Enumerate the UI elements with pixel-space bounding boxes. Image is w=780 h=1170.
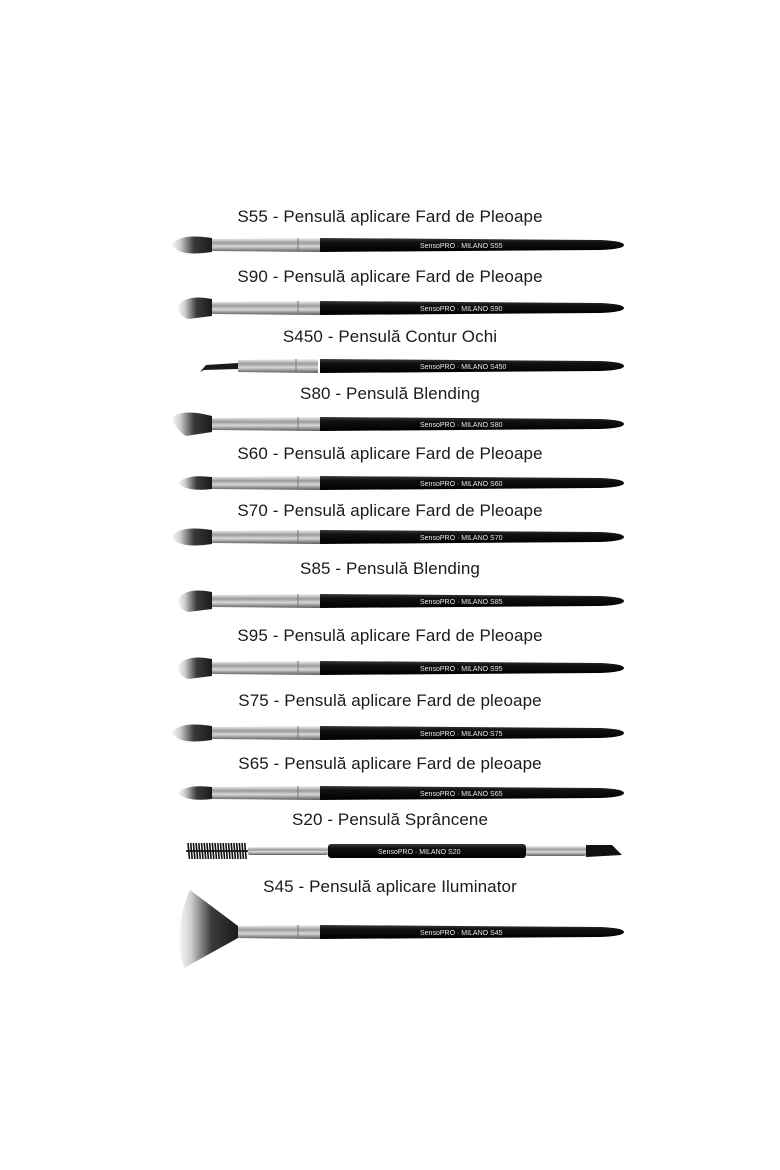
brush-s85 [178,591,624,612]
brush-s95 [178,658,624,679]
brand-logo: SensoPRO · MILANO S75 [420,731,503,738]
brand-logo: SensoPRO · MILANO S450 [420,364,507,371]
brush-s60 [178,476,624,490]
brand-logo: SensoPRO · MILANO S55 [420,243,503,250]
brush-ferrule [210,417,320,431]
caption-s90: S90 - Pensulă aplicare Fard de Pleoape [237,267,543,286]
brush-ferrule [210,301,320,315]
brush-ferrule [210,726,320,740]
caption-s450: S450 - Pensulă Contur Ochi [282,327,498,346]
brand-logo: SensoPRO · MILANO S95 [420,666,503,673]
brand-logo: SensoPRO · MILANO S45 [420,930,503,937]
brush-ferrule [210,238,320,252]
caption-s45: S45 - Pensulă aplicare Iluminator [263,877,517,896]
brush-head [179,890,238,968]
brand-logo: SensoPRO · MILANO S85 [420,599,503,606]
brush-s80 [172,412,624,436]
caption-s85: S85 - Pensulă Blending [300,559,480,578]
brush-ferrule [210,786,320,800]
brush-s450 [200,359,624,373]
caption-s70: S70 - Pensulă aplicare Fard de Pleoape [237,501,543,520]
brush-ferrule [238,359,318,373]
brush-head [178,658,212,679]
brush-ferrule [236,925,320,939]
brush-head [178,476,212,490]
brush-s90 [178,298,624,319]
caption-s20: S20 - Pensulă Sprâncene [291,810,489,829]
spoolie-ferrule [248,847,328,855]
brush-head [172,529,212,546]
caption-s65: S65 - Pensulă aplicare Fard de pleoape [238,754,542,773]
brush-ferrule [210,530,320,544]
brush-s70 [172,529,624,546]
brush-s55 [172,237,624,254]
brand-logo: SensoPRO · MILANO S60 [420,481,503,488]
caption-s55: S55 - Pensulă aplicare Fard de Pleoape [237,207,543,226]
brush-head [178,591,212,612]
brush-head [178,298,212,319]
brush-s45 [179,890,624,968]
brush-ferrule [526,846,586,856]
brush-s65 [178,786,624,800]
brush-ferrule [210,594,320,608]
caption-s75: S75 - Pensulă aplicare Fard de pleoape [238,691,542,710]
brush-head [172,725,212,742]
angled-head [586,845,622,857]
brush-ferrule [210,476,320,490]
caption-s95: S95 - Pensulă aplicare Fard de Pleoape [237,626,543,645]
brush-head [200,363,238,372]
brand-logo: SensoPRO · MILANO S70 [420,535,503,542]
spoolie-head [186,843,248,859]
brand-logo: SensoPRO · MILANO S20 [378,849,461,856]
caption-s80: S80 - Pensulă Blending [300,384,480,403]
brand-logo: SensoPRO · MILANO S90 [420,306,503,313]
caption-s60: S60 - Pensulă aplicare Fard de Pleoape [237,444,543,463]
brush-head [178,786,212,800]
brand-logo: SensoPRO · MILANO S80 [420,422,503,429]
brush-s20 [186,843,622,859]
brush-head [172,412,212,436]
brush-head [172,237,212,254]
brand-logo: SensoPRO · MILANO S65 [420,791,503,798]
brush-s75 [172,725,624,742]
brush-ferrule [210,661,320,675]
